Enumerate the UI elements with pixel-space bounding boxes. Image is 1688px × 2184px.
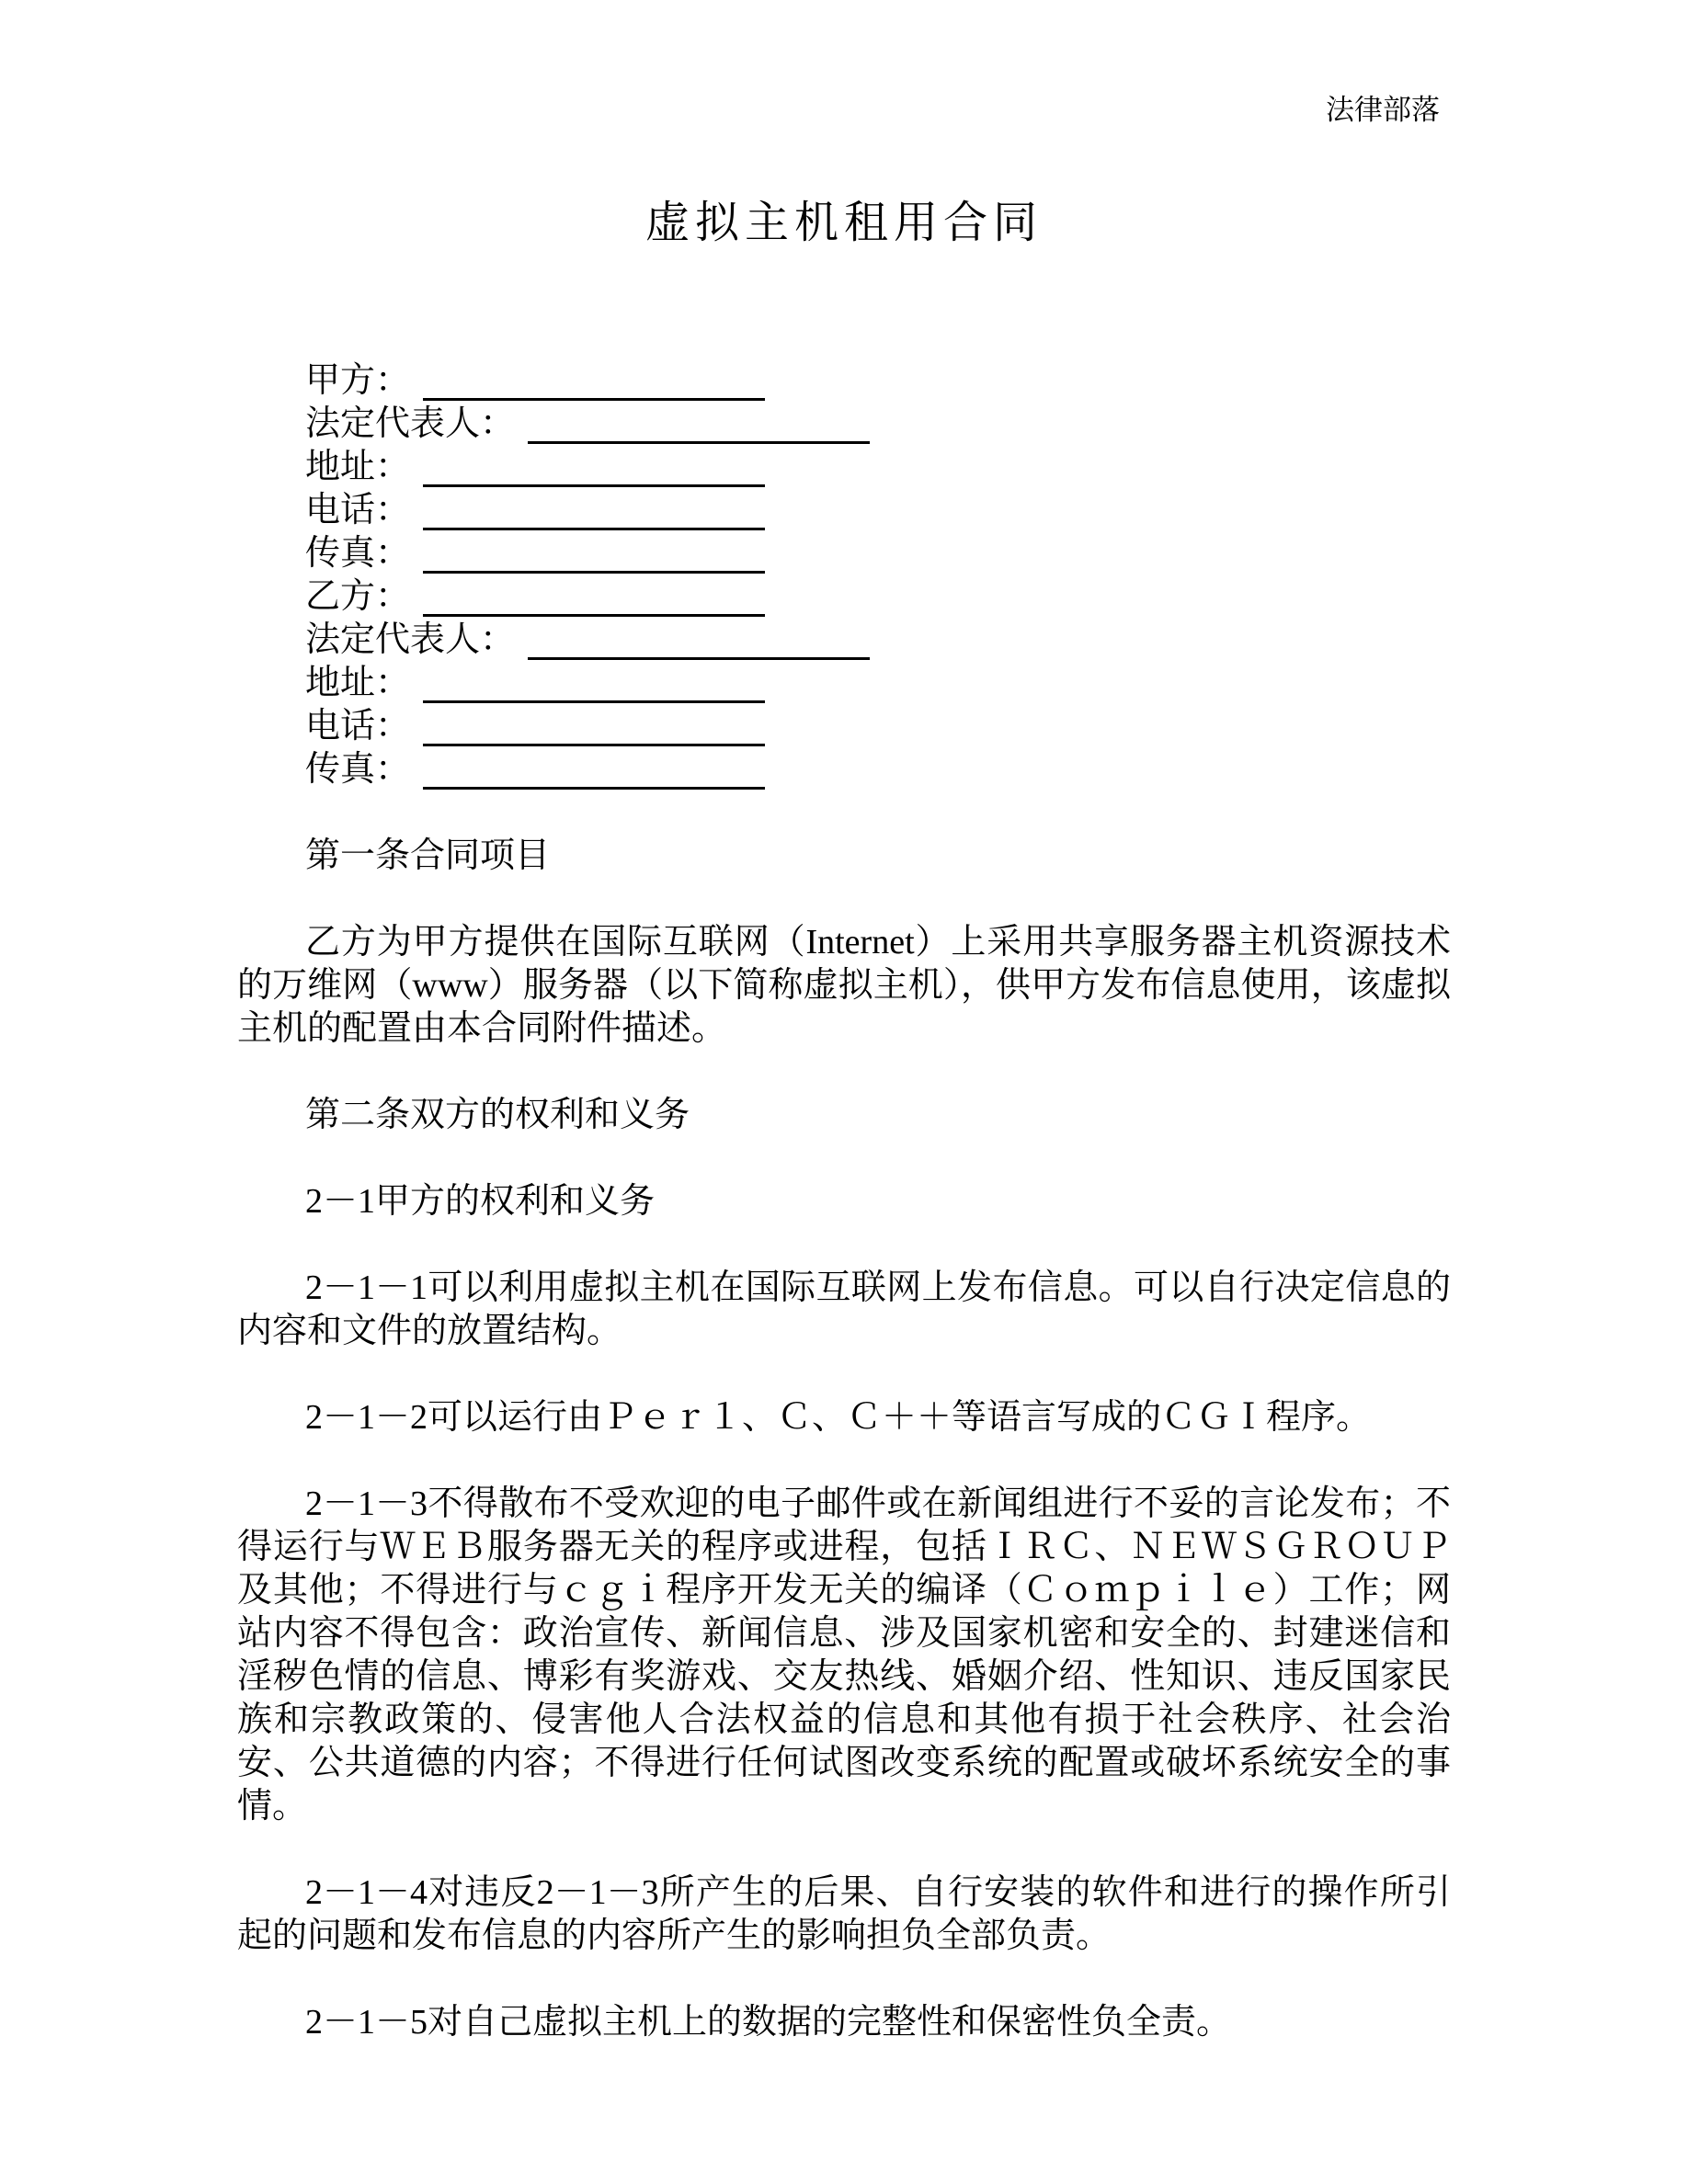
section-heading-article-1: 第一条合同项目 bbox=[305, 836, 551, 875]
field-row-party-a bbox=[237, 359, 1451, 403]
page-header-watermark: 法律部落 bbox=[1326, 94, 1440, 126]
section-heading-article-2: 第二条双方的权利和义务 bbox=[305, 1096, 690, 1134]
field-blank-line bbox=[423, 755, 765, 790]
field-row-address-b bbox=[237, 662, 1451, 705]
field-blank-line bbox=[423, 539, 765, 574]
field-label: 地址： bbox=[305, 664, 411, 702]
field-label: 甲方： bbox=[305, 361, 411, 400]
field-row-legal-rep-b bbox=[237, 619, 1451, 662]
field-blank-line bbox=[423, 495, 765, 530]
field-blank-line bbox=[423, 582, 765, 617]
field-row-legal-rep-a bbox=[237, 403, 1451, 446]
field-label: 电话： bbox=[305, 707, 411, 745]
field-label: 传真： bbox=[305, 534, 411, 573]
field-row-party-b bbox=[237, 575, 1451, 619]
contract-body bbox=[237, 835, 1451, 2044]
field-blank-line bbox=[423, 452, 765, 487]
field-label: 法定代表人： bbox=[305, 620, 516, 659]
field-blank-line bbox=[423, 711, 765, 746]
field-row-phone-a bbox=[237, 489, 1451, 532]
party-info-block bbox=[237, 359, 1451, 791]
field-label: 法定代表人： bbox=[305, 404, 516, 443]
field-blank-line bbox=[528, 625, 870, 660]
field-blank-line bbox=[423, 366, 765, 401]
field-label: 乙方： bbox=[305, 577, 411, 616]
paragraph-2-1-2: 2－1－2可以运行由Ｐｅｒ１、Ｃ、Ｃ＋＋等语言写成的ＣＧＩ程序。 bbox=[305, 1398, 1372, 1437]
field-label: 电话： bbox=[305, 491, 411, 529]
paragraph-2-1-3: 2－1－3不得散布不受欢迎的电子邮件或在新闻组进行不妥的言论发布；不得运行与ＷＥＢ服务器无关的程序或进程，包括ＩＲＣ、ＮＥＷＳＧＲＯＵＰ及其他；不得进行与ｃｇｉ程序开发无关的编译（Ｃｏｍｐｉｌｅ）工作；网站内容不得包含：政治宣传、新闻信息、涉及国家机密和安全的、封建迷信和淫秽色情的信息、博彩有奖游戏、交友热线、婚姻介绍、性知识、违反国家民族和宗教政策的、侵害他人合法权益的信息和其他有损于社会秩序、社会治安、公共道德的内容；不得进行任何试图改变系统的配置或破坏系统安全的事情。 bbox=[237, 1484, 1451, 1826]
paragraph-2-1-1: 2－1－1可以利用虚拟主机在国际互联网上发布信息。可以自行决定信息的内容和文件的放置结构。 bbox=[237, 1268, 1451, 1350]
section-heading-2-1: 2－1甲方的权利和义务 bbox=[305, 1182, 656, 1221]
field-row-fax-b bbox=[237, 748, 1451, 791]
field-label: 地址： bbox=[305, 448, 411, 486]
paragraph-2-1-4: 2－1－4对违反2－1－3所产生的后果、自行安装的软件和进行的操作所引起的问题和发布信息的内容所产生的影响担负全部负责。 bbox=[237, 1873, 1451, 1955]
field-row-phone-b bbox=[237, 705, 1451, 748]
field-blank-line bbox=[528, 409, 870, 444]
field-row-fax-a bbox=[237, 532, 1451, 575]
field-label: 传真： bbox=[305, 750, 411, 789]
page-title: 虚拟主机租用合同 bbox=[644, 199, 1043, 247]
field-row-address-a bbox=[237, 446, 1451, 489]
paragraph-article-1-body: 乙方为甲方提供在国际互联网（Internet）上采用共享服务器主机资源技术的万维网（www）服务器（以下简称虚拟主机），供甲方发布信息使用，该虚拟主机的配置由本合同附件描述。 bbox=[237, 923, 1451, 1048]
field-blank-line bbox=[423, 668, 765, 703]
paragraph-2-1-5: 2－1－5对自己虚拟主机上的数据的完整性和保密性负全责。 bbox=[305, 2003, 1232, 2042]
